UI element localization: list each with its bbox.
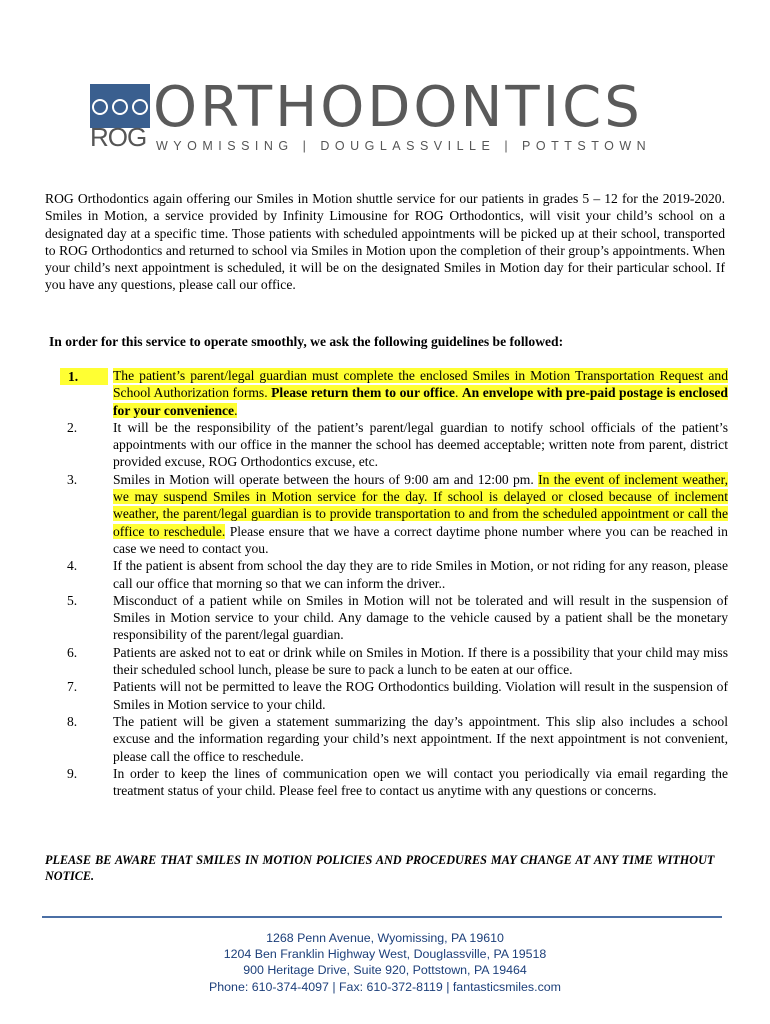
footer-contact: [0, 930, 770, 995]
list-item: [60, 678, 728, 713]
list-item-bold-text: An envelope with pre-paid postage is enclosed for your convenience: [113, 385, 728, 418]
footer-divider: [42, 916, 722, 918]
list-item-bold-text: Please return them to our office: [267, 385, 455, 401]
list-item-number: 5.: [67, 592, 78, 608]
list-item-number: 9.: [67, 765, 78, 781]
list-item: [60, 765, 728, 800]
list-item: [60, 713, 728, 765]
list-item-text: Please ensure that we have a correct daytime phone number where you can be reached in case we need to contact you.: [113, 523, 728, 556]
list-item-number: 2.: [67, 419, 78, 435]
list-item: [60, 471, 728, 557]
intro-paragraph: ROG Orthodontics again offering our Smiles in Motion shuttle service for our patients in grades 5 – 12 for the 2019-2020. Smiles in Motion, a service provided by Infinity Limousine for ROG Orthodontics, will visit your child’s school on a designated day at a specific time. Those patients with scheduled appointments will be picked up at their school, transported to ROG Orthodontics and returned to school via Smiles in Motion upon the completion of their group’s appointments. When your child’s next appointment is scheduled, it will be on the designated Smiles in Motion day for their particular school. If you have any questions, please call our office.: [45, 191, 725, 293]
list-item-text: Patients will not be permitted to leave the ROG Orthodontics building. Violation will result in the suspension of Smiles in Motion service to your child.: [113, 679, 728, 712]
list-item-text: If the patient is absent from school the day they are to ride Smiles in Motion, or not riding for any reason, please call our office that morning so that we can inform the driver..: [113, 558, 728, 591]
list-item-text: The patient’s parent/legal guardian must complete the enclosed Smiles in Motion Transportation Request and School Authorization forms.: [113, 368, 728, 401]
list-item-text: In order to keep the lines of communication open we will contact you periodically via email regarding the treatment status of your child. Please feel free to contact us anytime with any questions or concerns.: [113, 765, 728, 799]
list-item-number: 1.: [60, 368, 108, 385]
footer-address-wyomissing: 1268 Penn Avenue, Wyomissing, PA 19610: [266, 931, 504, 945]
list-item-text: .: [234, 402, 238, 418]
list-item: [60, 592, 728, 644]
logo-orthodontics-title: ORTHODONTICS: [153, 75, 643, 140]
policy-notice: PLEASE BE AWARE THAT SMILES IN MOTION POLICIES AND PROCEDURES MAY CHANGE AT ANY TIME WITHOUT NOTICE.: [45, 853, 715, 883]
list-item-text: Misconduct of a patient while on Smiles in Motion will not be tolerated and will result in the suspension of Smiles in Motion service to your child. Any damage to the vehicle caused by a patient shall be the monetary responsibility of the parent/legal guardian.: [113, 592, 728, 643]
guidelines-list: [60, 367, 728, 799]
list-item-text: It will be the responsibility of the patient’s parent/legal guardian to notify school officials of the patient’s appointments with our office in the manner the school has deemed acceptable; written note from parent, district provided excuse, ROG Orthodontics excuse, etc.: [113, 419, 728, 470]
list-item-text: Smiles in Motion will operate between the hours of 9:00 am and 12:00 pm.: [113, 471, 539, 487]
list-item: [60, 419, 728, 471]
list-item-text: The patient will be given a statement summarizing the day’s appointment. This slip also includes a school excuse and the information regarding your child’s next appointment. If the next appointment is not convenient, please call the office to reschedule.: [113, 713, 728, 764]
list-item-highlighted-text: In the event of inclement weather, we may suspend Smiles in Motion service for the day. If school is delayed or closed because of inclement weather, the parent/legal guardian is to provide transportation to and from the scheduled appointment or call the office to reschedule.: [113, 471, 729, 539]
list-item-number: 3.: [67, 471, 78, 487]
list-item-text: .: [454, 385, 462, 401]
list-item-number: 7.: [67, 679, 78, 695]
footer-phone-fax-web: Phone: 610-374-4097 | Fax: 610-372-8119 | fantasticsmiles.com: [209, 979, 561, 994]
guidelines-heading: In order for this service to operate smoothly, we ask the following guidelines be followed:: [49, 334, 564, 349]
list-item-number: 6.: [67, 644, 78, 660]
logo-rog-text: ROG: [90, 122, 147, 152]
logo-locations: WYOMISSING | DOUGLASSVILLE | POTTSTOWN: [156, 139, 652, 153]
list-item: [60, 557, 728, 592]
list-item-number: 4.: [67, 558, 78, 574]
list-item: [60, 644, 728, 679]
list-item-number: 8.: [67, 713, 78, 729]
footer-address-douglassville: 1204 Ben Franklin Highway West, Douglassville, PA 19518: [223, 947, 547, 962]
list-item-text: Patients are asked not to eat or drink while on Smiles in Motion. If there is a possibility that your child may miss their scheduled school lunch, please be sure to pack a lunch to be eaten at our office.: [113, 644, 728, 678]
footer-address-pottstown: 900 Heritage Drive, Suite 920, Pottstown, PA 19464: [243, 963, 527, 978]
list-item: [60, 367, 728, 419]
rog-logo-icon: [90, 84, 150, 152]
